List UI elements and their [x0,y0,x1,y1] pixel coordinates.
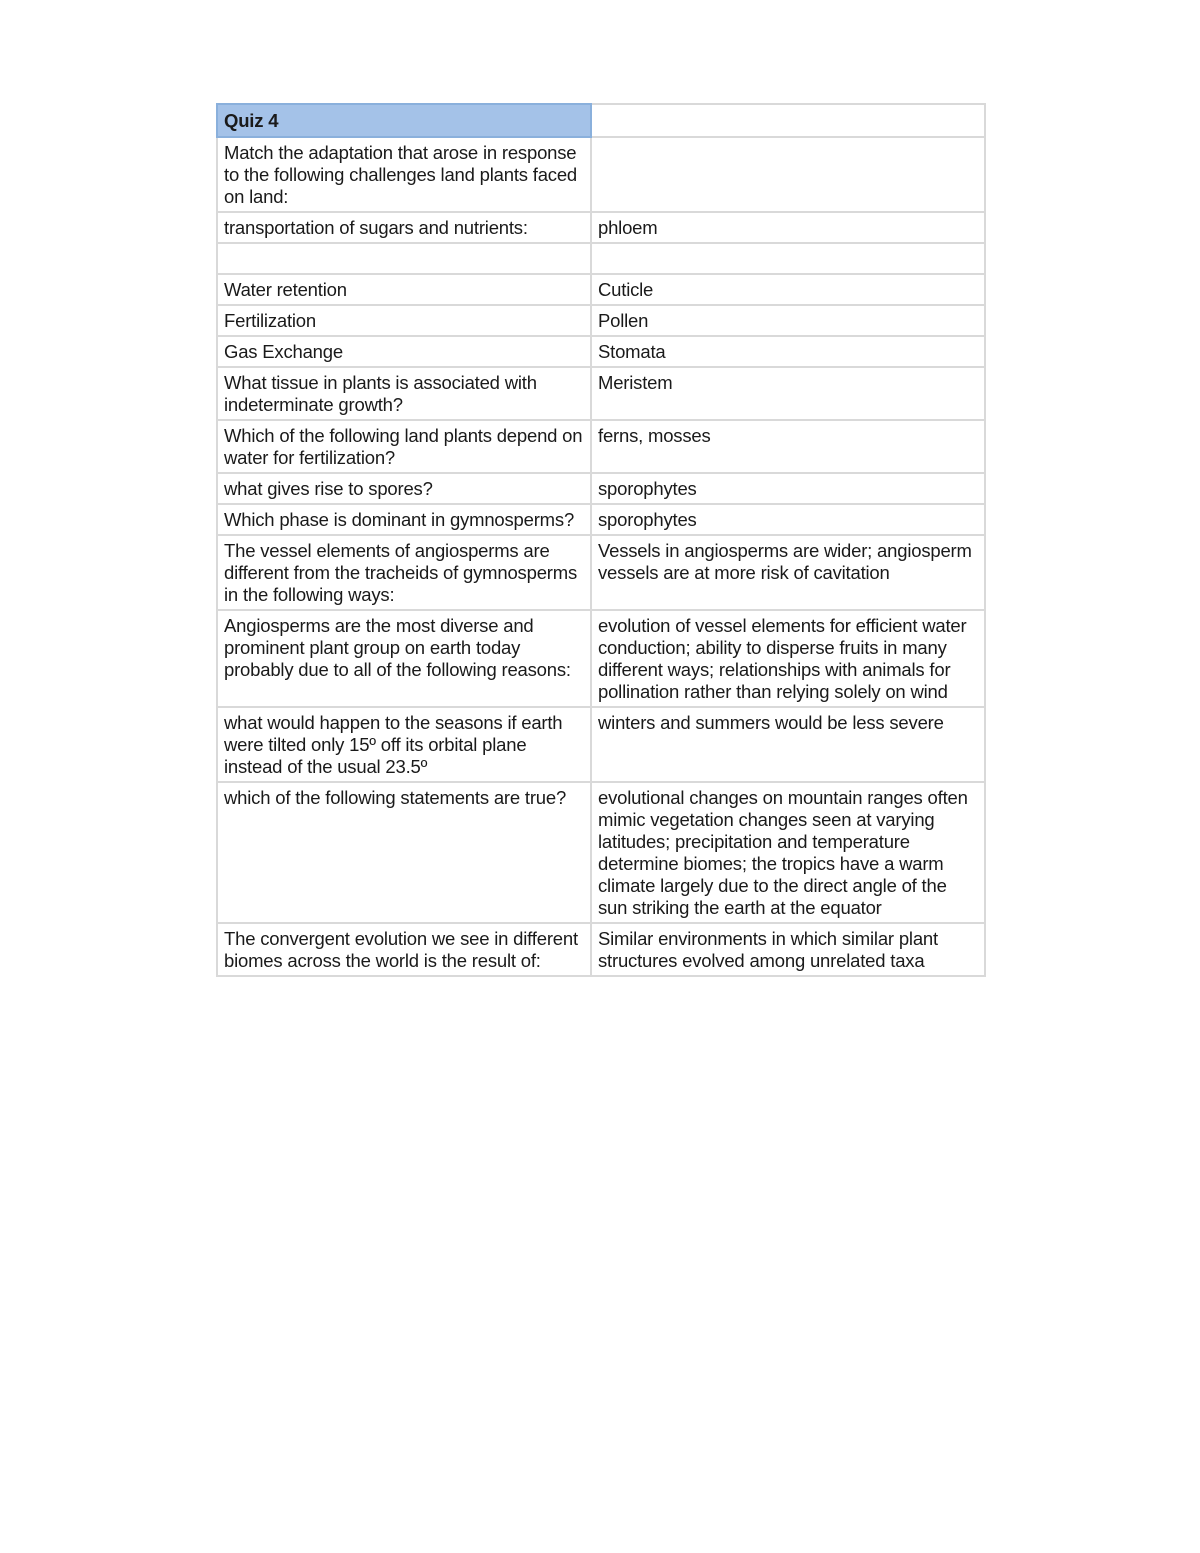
table-row [217,535,985,610]
question-cell: Fertilization [217,305,591,336]
answer-cell: phloem [591,212,985,243]
question-cell: Water retention [217,274,591,305]
question-cell: The convergent evolution we see in different biomes across the world is the result of: [217,923,591,976]
answer-cell: Cuticle [591,274,985,305]
question-cell: Angiosperms are the most diverse and prominent plant group on earth today probably due to all of the following reasons: [217,610,591,707]
quiz-table [216,103,986,977]
question-cell [217,243,591,274]
answer-cell: Stomata [591,336,985,367]
table-row [217,420,985,473]
table-row [217,305,985,336]
answer-cell: Pollen [591,305,985,336]
question-cell: Which of the following land plants depend on water for fertilization? [217,420,591,473]
question-cell: Match the adaptation that arose in response to the following challenges land plants faced on land: [217,137,591,212]
table-row [217,212,985,243]
table-row [217,504,985,535]
answer-cell [591,137,985,212]
answer-cell: evolution of vessel elements for efficient water conduction; ability to disperse fruits in many different ways; relationships with animals for pollination rather than relying solely on wind [591,610,985,707]
table-row [217,336,985,367]
table-row [217,923,985,976]
question-cell: Gas Exchange [217,336,591,367]
table-row [217,610,985,707]
answer-cell: sporophytes [591,473,985,504]
answer-cell: Vessels in angiosperms are wider; angiosperm vessels are at more risk of cavitation [591,535,985,610]
table-row [217,782,985,923]
question-cell: transportation of sugars and nutrients: [217,212,591,243]
question-cell: what gives rise to spores? [217,473,591,504]
answer-cell [591,243,985,274]
quiz-title: Quiz 4 [217,104,591,137]
table-row [217,137,985,212]
answer-cell: Meristem [591,367,985,420]
answer-cell: winters and summers would be less severe [591,707,985,782]
answer-cell: ferns, mosses [591,420,985,473]
answer-cell: Similar environments in which similar plant structures evolved among unrelated taxa [591,923,985,976]
table-row [217,367,985,420]
header-empty-cell [591,104,985,137]
question-cell: Which phase is dominant in gymnosperms? [217,504,591,535]
answer-cell: sporophytes [591,504,985,535]
table-row [217,473,985,504]
table-header-row [217,104,985,137]
question-cell: which of the following statements are true? [217,782,591,923]
question-cell: what would happen to the seasons if earth were tilted only 15º off its orbital plane instead of the usual 23.5º [217,707,591,782]
question-cell: The vessel elements of angiosperms are different from the tracheids of gymnosperms in the following ways: [217,535,591,610]
table-row [217,274,985,305]
answer-cell: evolutional changes on mountain ranges often mimic vegetation changes seen at varying latitudes; precipitation and temperature determine biomes; the tropics have a warm climate largely due to the direct angle of the sun striking the earth at the equator [591,782,985,923]
question-cell: What tissue in plants is associated with indeterminate growth? [217,367,591,420]
table-row [217,707,985,782]
table-row [217,243,985,274]
